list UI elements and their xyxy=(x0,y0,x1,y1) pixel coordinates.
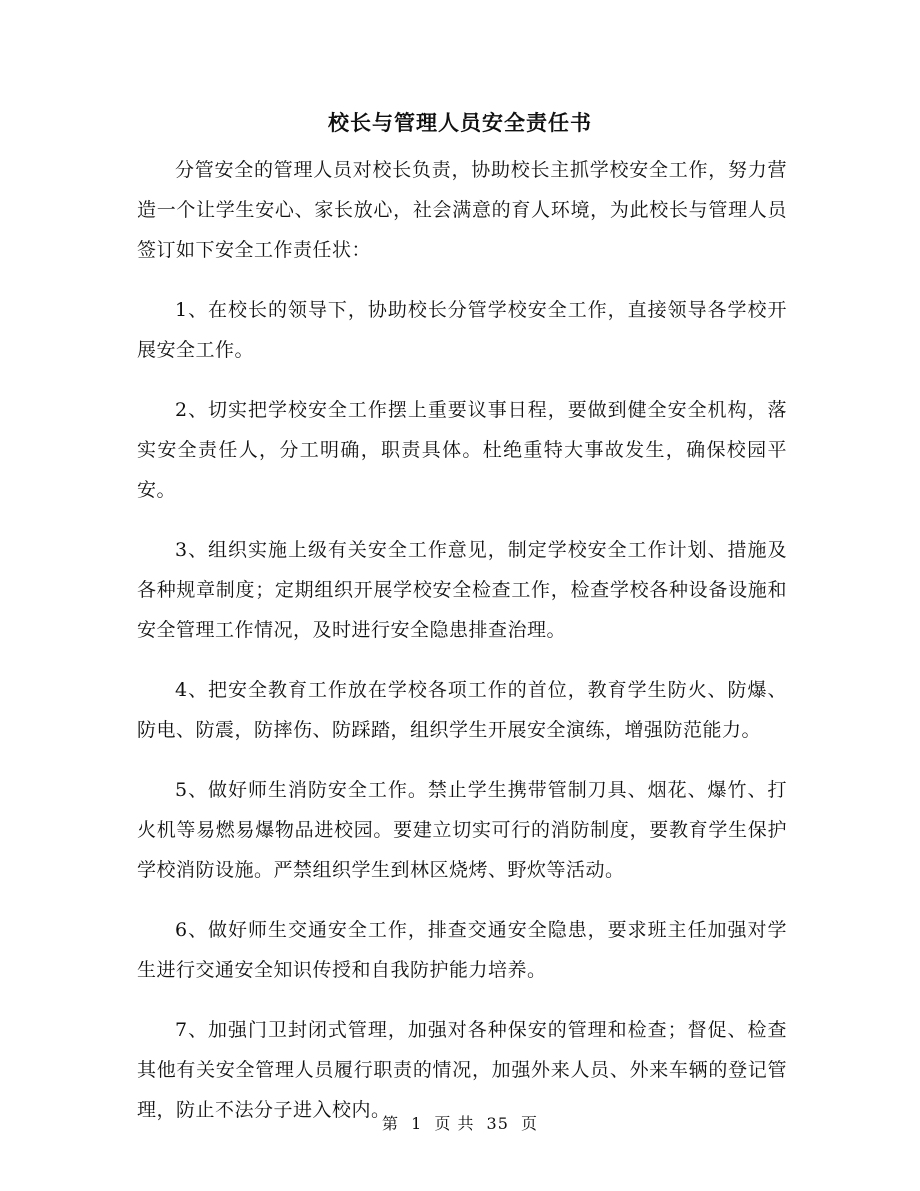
page-number-footer xyxy=(0,1112,920,1136)
document-body xyxy=(137,150,787,1150)
paragraph-intro: 分管安全的管理人员对校长负责，协助校长主抓学校安全工作，努力营造一个让学生安心、家长放心，社会满意的育人环境，为此校长与管理人员签订如下安全工作责任状： xyxy=(137,159,787,261)
paragraph-item-7: 7、加强门卫封闭式管理，加强对各种保安的管理和检查；督促、检查其他有关安全管理人员履行职责的情况，加强外来人员、外来车辆的登记管理，防止不法分子进入校内。 xyxy=(137,1019,787,1121)
paragraph-item-5: 5、做好师生消防安全工作。禁止学生携带管制刀具、烟花、爆竹、打火机等易燃易爆物品进校园。要建立切实可行的消防制度，要教育学生保护学校消防设施。严禁组织学生到林区烧烤、野炊等活动。 xyxy=(137,779,787,881)
paragraph-item-3: 3、组织实施上级有关安全工作意见，制定学校安全工作计划、措施及各种规章制度；定期组织开展学校安全检查工作，检查学校各种设备设施和安全管理工作情况，及时进行安全隐患排查治理。 xyxy=(137,539,787,641)
footer-mid: 页 共 xyxy=(434,1114,475,1133)
paragraph-item-4: 4、把安全教育工作放在学校各项工作的首位，教育学生防火、防爆、防电、防震，防摔伤、防踩踏，组织学生开展安全演练，增强防范能力。 xyxy=(137,679,787,741)
footer-prefix: 第 xyxy=(381,1114,399,1133)
paragraph-item-6: 6、做好师生交通安全工作，排查交通安全隐患，要求班主任加强对学生进行交通安全知识传授和自我防护能力培养。 xyxy=(137,919,787,981)
footer-total-pages: 35 xyxy=(486,1114,509,1133)
footer-suffix: 页 xyxy=(521,1114,539,1133)
document-title: 校长与管理人员安全责任书 xyxy=(328,110,592,135)
paragraph-item-2: 2、切实把学校安全工作摆上重要议事日程，要做到健全安全机构，落实安全责任人，分工明确，职责具体。杜绝重特大事故发生，确保校园平安。 xyxy=(137,399,787,501)
paragraph-item-1: 1、在校长的领导下，协助校长分管学校安全工作，直接领导各学校开展安全工作。 xyxy=(137,299,787,361)
footer-current-page: 1 xyxy=(411,1114,423,1133)
